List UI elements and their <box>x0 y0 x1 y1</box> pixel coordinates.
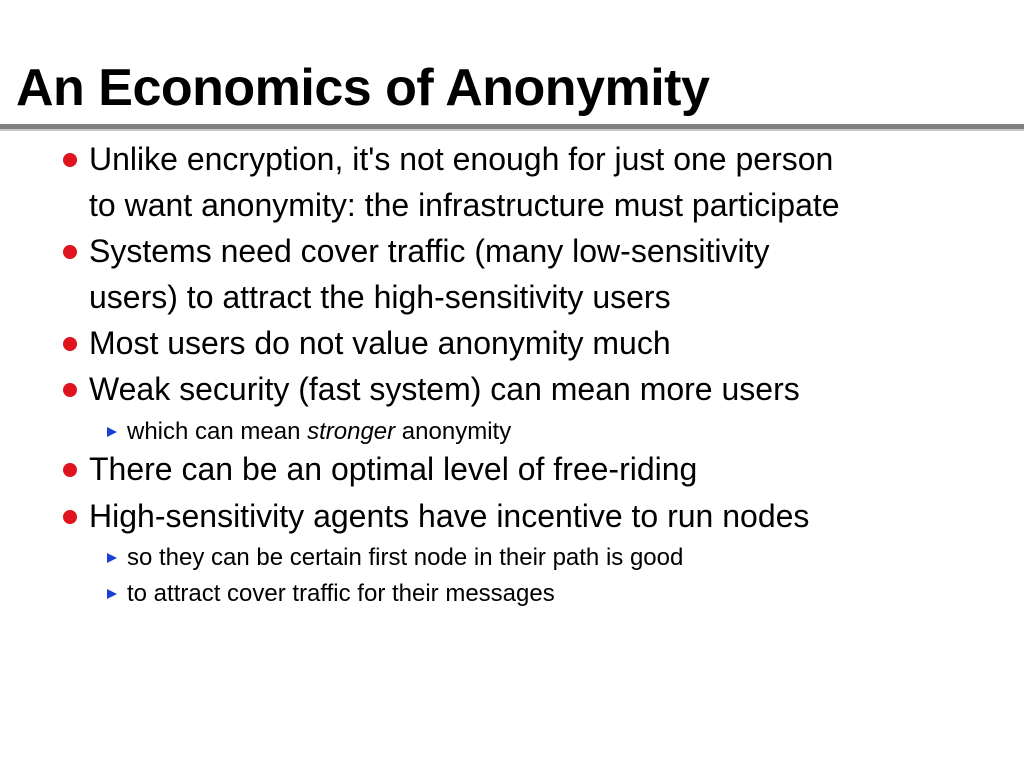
bullet-4-sub-1 <box>127 418 511 446</box>
red-circle-bullet-icon <box>63 153 77 167</box>
sub-text-emphasis: stronger <box>307 418 396 445</box>
bullet-3-line-1: Most users do not value anonymity much <box>89 325 671 361</box>
red-circle-bullet-icon <box>63 337 77 351</box>
red-circle-bullet-icon <box>63 383 77 397</box>
red-circle-bullet-icon <box>63 463 77 477</box>
bullet-2-line-1: Systems need cover traffic (many low-sensitivity <box>89 233 770 269</box>
blue-triangle-arrow-icon <box>107 553 117 563</box>
bullet-6-line-1: High-sensitivity agents have incentive to run nodes <box>89 498 810 534</box>
bullet-1-line-1: Unlike encryption, it's not enough for just one person <box>89 141 834 177</box>
bullet-4-line-1: Weak security (fast system) can mean more users <box>89 371 800 407</box>
sub-text-before: which can mean <box>127 418 308 445</box>
blue-triangle-arrow-icon <box>107 427 117 437</box>
sub-text-after: anonymity <box>395 418 512 445</box>
blue-triangle-arrow-icon <box>107 589 117 599</box>
slide-title: An Economics of Anonymity <box>16 59 710 117</box>
bullet-6-sub-1: so they can be certain first node in their path is good <box>127 544 684 571</box>
bullet-2-line-2: users) to attract the high-sensitivity users <box>89 279 671 315</box>
red-circle-bullet-icon <box>63 510 77 524</box>
bullet-1-line-2: to want anonymity: the infrastructure must participate <box>89 187 840 223</box>
bullet-6-sub-2: to attract cover traffic for their messages <box>127 580 555 607</box>
title-divider-shadow <box>0 129 1024 131</box>
bullet-5-line-1: There can be an optimal level of free-riding <box>89 451 698 487</box>
red-circle-bullet-icon <box>63 245 77 259</box>
